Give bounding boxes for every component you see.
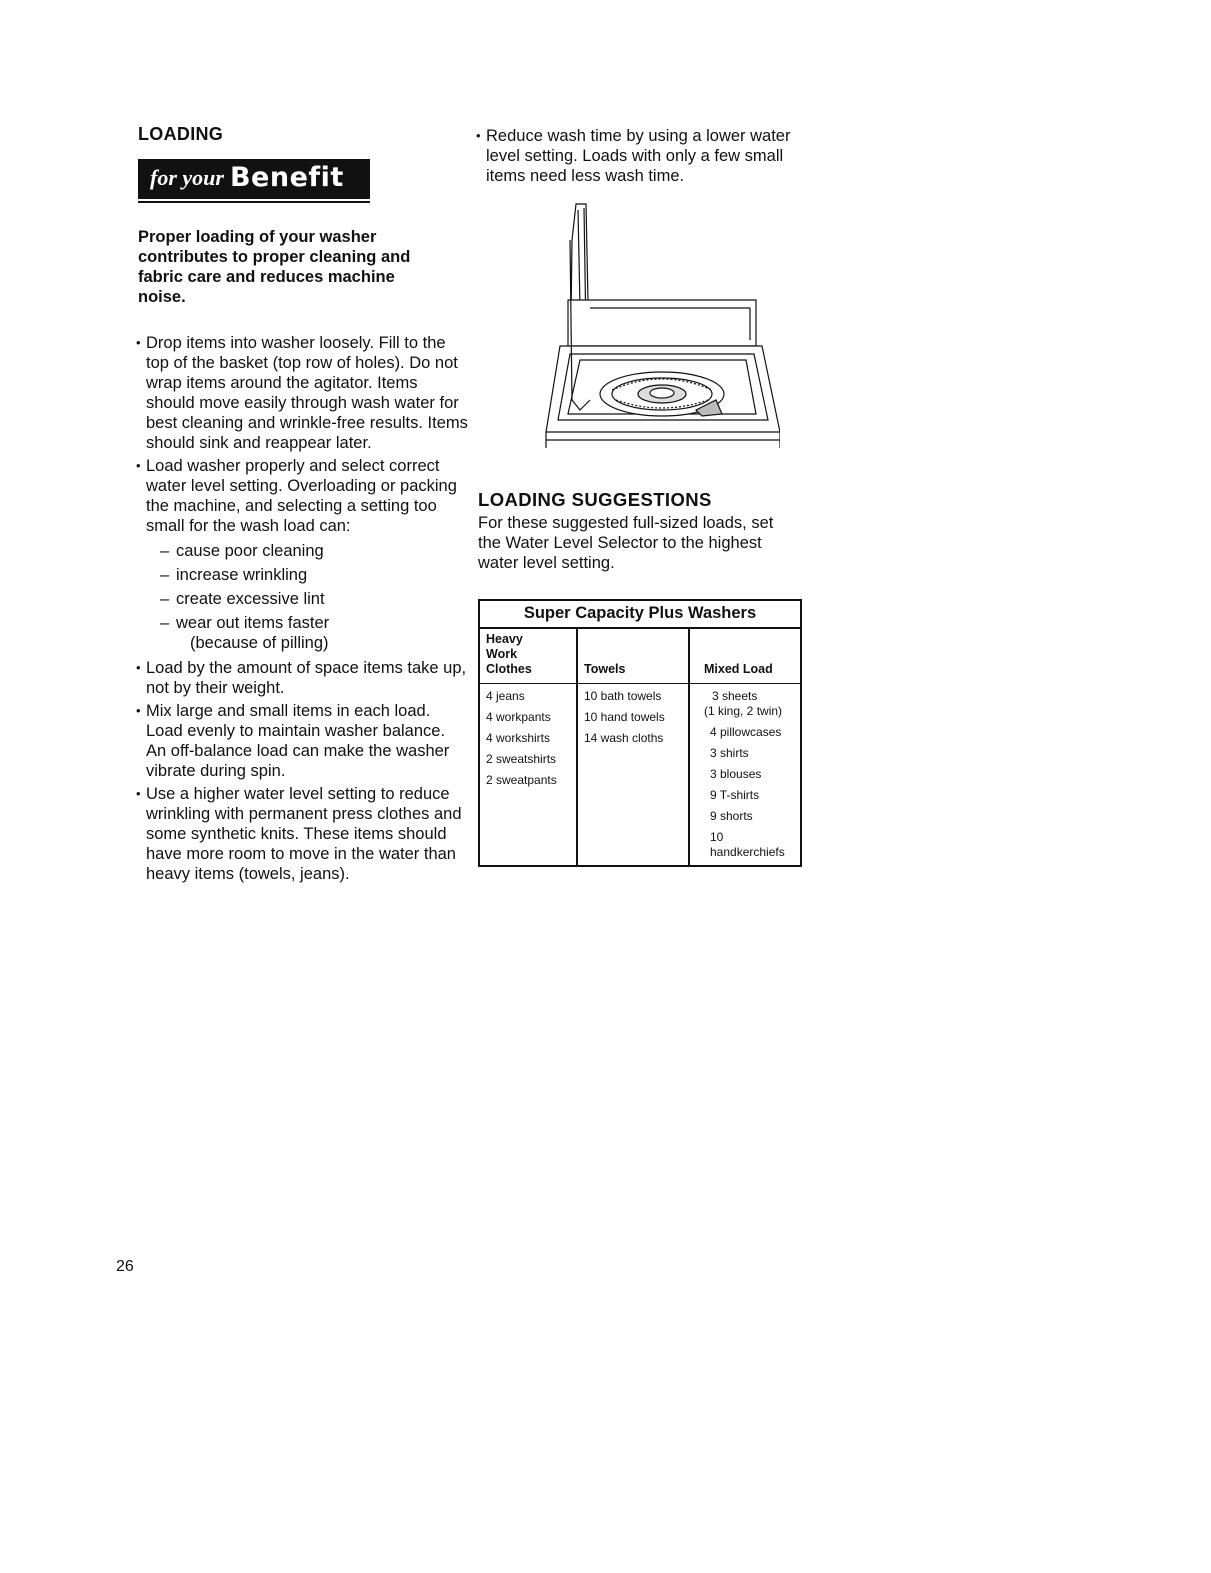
table-caption: Super Capacity Plus Washers <box>479 600 801 628</box>
overload-consequences <box>146 541 468 653</box>
badge-small-text: for your <box>150 164 224 190</box>
bullet-item <box>138 701 468 781</box>
load-suggestions-table <box>478 599 802 867</box>
page-number: 26 <box>116 1258 134 1275</box>
sub-item: – cause poor cleaning <box>146 541 468 561</box>
loading-suggestions-text: For these suggested full-sized loads, set the Water Level Selector to the highest water level setting. <box>478 514 774 572</box>
header-mixed-load: Mixed Load <box>689 628 801 684</box>
bullet-item <box>138 658 468 698</box>
table-cell: 4 jeans <box>486 689 525 703</box>
bullet-text: Drop items into washer loosely. Fill to the top of the basket (top row of holes). Do not wrap items around the agitator. Items should move easily through wash water for best cleaning and wrinkle-free results. Items should sink and reappear later. <box>146 334 468 452</box>
table-cell: 2 sweatshirts <box>486 752 557 766</box>
table-cell: 3 blouses <box>710 767 762 781</box>
wash-time-bullet: • Reduce wash time by using a lower water level setting. Loads with only a few small items need less wash time. <box>478 126 808 186</box>
bullet-item <box>138 784 468 884</box>
table-cell-note: (1 king, 2 twin) <box>704 704 783 718</box>
header-towels: Towels <box>577 628 689 684</box>
loading-bullets <box>138 333 468 884</box>
left-column <box>138 124 468 887</box>
heavy-work-column <box>479 684 577 867</box>
sub-item-text: wear out items faster <box>176 614 330 632</box>
for-your-benefit-badge <box>138 159 370 199</box>
header-text: Heavy Work Clothes <box>486 632 532 676</box>
towels-column <box>577 684 689 867</box>
bullet-text: Mix large and small items in each load. Load evenly to maintain washer balance. An off-balance load can make the washer vibrate during spin. <box>146 702 450 780</box>
header-heavy-work-clothes <box>479 628 577 684</box>
sub-item-continuation: (because of pilling) <box>190 634 329 652</box>
sub-item: – create excessive lint <box>146 589 468 609</box>
table-cell: 3 shirts <box>710 746 749 760</box>
badge-big-text: Benefit <box>229 162 344 193</box>
table-cell: 14 wash cloths <box>584 731 664 745</box>
loading-heading: LOADING <box>138 124 224 144</box>
mixed-load-column <box>689 684 801 867</box>
table-cell: 4 workpants <box>486 710 551 724</box>
table-header-row <box>479 628 801 684</box>
bullet-text: Load washer properly and select correct water level setting. Overloading or packing the machine, and selecting a setting too small for the wash load can: <box>146 457 457 535</box>
table-cell: 10 bath towels <box>584 689 662 703</box>
washer-drawing <box>510 200 780 454</box>
bullet-text: Load by the amount of space items take up, not by their weight. <box>146 659 467 697</box>
sub-item: – increase wrinkling <box>146 565 468 585</box>
bullet-item <box>138 333 468 453</box>
bullet-item <box>138 456 468 653</box>
table-cell: 9 T-shirts <box>710 788 760 802</box>
loading-intro: Proper loading of your washer contributes to proper cleaning and fabric care and reduces machine noise. <box>138 228 411 306</box>
sub-item <box>146 613 468 653</box>
table-cell: 4 workshirts <box>486 731 551 745</box>
table-cell: 2 sweatpants <box>486 773 557 787</box>
table-cell: 4 pillowcases <box>710 725 782 739</box>
loading-suggestions-heading: LOADING SUGGESTIONS <box>478 489 712 510</box>
bullet-text: Use a higher water level setting to reduce wrinkling with permanent press clothes and some synthetic knits. These items should have more room to move in the water than heavy items (towels, jeans). <box>146 785 462 883</box>
table-cell: 9 shorts <box>710 809 753 823</box>
table-cell: 10 hand towels <box>584 710 665 724</box>
right-column <box>478 126 808 867</box>
table-body-row <box>479 684 801 867</box>
table-cell: 3 sheets <box>712 689 758 703</box>
washer-illustration <box>510 200 808 459</box>
table-cell: 10 handkerchiefs <box>710 830 785 859</box>
